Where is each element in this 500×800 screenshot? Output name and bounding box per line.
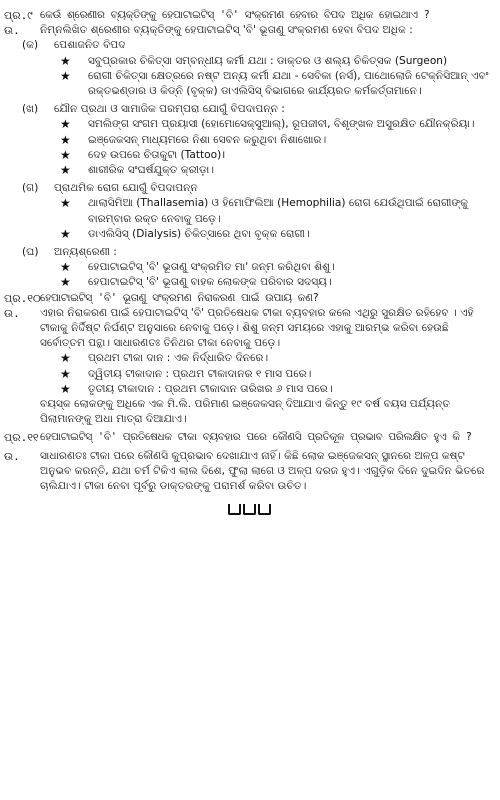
question-11 <box>4 430 494 445</box>
category-sexual-social <box>22 102 494 117</box>
answer-11-text: ସାଧାରଣତଃ ଟୀକା ପରେ କୌଣସି କୁପ୍ରଭାବ ଦେଖାଯାଏ ନାହିଁ। କିଛି ଲୋକ ଇଞ୍ଜେକସନ୍ ସ୍ଥାନରେ ଅଳ୍ପ କଷ୍ଟ ଅନୁଭବ କରନ୍ତି, ଯଥା ଚର୍ମ ଟିକିଏ ଲାଲ ଦିଶେ, ଫୁଲା ଲାଗେ ଓ ଅଳ୍ପ ଦରଜ ହୁଏ। ଏଗୁଡ଼ିକ ଦିନେ ଦୁଇଦିନ ଭିତରେ ଚାଲିଯାଏ। ଟୀକା ନେବା ପୂର୍ବରୁ ଡାକ୍ତରଙ୍କୁ ପରାମର୍ଶ କରିବା ଉଚିତ। <box>40 449 485 493</box>
category-title: ପ୍ରାଥମିକ ରୋଗ ଯୋଗୁଁ ବିପଦାପନ୍ନ <box>54 182 198 195</box>
star-bullet-icon: ★ <box>60 260 71 275</box>
list-item <box>60 54 494 69</box>
star-bullet-icon: ★ <box>60 163 71 178</box>
category-label: (କ) <box>22 39 39 52</box>
triple-square-ornament-icon <box>4 504 494 519</box>
category-title: ପେଶାଜନିତ ବିପଦ <box>54 39 126 52</box>
list-item <box>60 163 494 178</box>
list-item <box>60 367 494 382</box>
list-item-text: ଦେହ ଉପରେ ଚିତାକୁଟା (Tattoo)। <box>88 148 226 161</box>
category-label: (ଖ) <box>22 103 39 116</box>
list-item <box>60 196 494 226</box>
list-item <box>60 227 494 242</box>
category-occupational <box>22 38 494 53</box>
list-item-text: ସବୁପ୍ରକାର ଚିକିତ୍ସା ସମ୍ବନ୍ଧୀୟ କର୍ମୀ ଯଥା : ଡାକ୍ତର ଓ ଶଲ୍ୟ ଚିକିତ୍ସକ (Surgeon) <box>88 54 448 67</box>
list-item-text: ତୃତୀୟ ଟୀକାଦାନ : ପ୍ରଥମ ଟୀକାଦାନ ତାରିଖର ୬ ମାସ ପରେ। <box>88 382 333 395</box>
question-9-label: ପ୍ର.୯ <box>4 9 33 22</box>
category-label: (ଗ) <box>22 182 39 195</box>
star-bullet-icon: ★ <box>60 196 71 211</box>
list-item <box>60 260 494 275</box>
list-item-text: ଥାଲାସିମିଆ (Thallasemia) ଓ ହିମୋଫିଲିଆ (Hemophilia) ରୋଗ ଯେଉଁଥିପାଇଁ ରୋଗୀଙ୍କୁ ବାରମ୍ବାର ରକ୍ତ ନେବାକୁ ପଡ଼େ। <box>88 197 469 225</box>
list-item-text: ଡାଏଲିସିସ୍ (Dialysis) ଚିକିତ୍ସାରେ ଥିବା ବୃକ୍କ ରୋଗୀ। <box>88 227 310 240</box>
question-11-text: ହେପାଟାଇଟିସ୍ 'ବି' ପ୍ରତିଷେଧକ ଟୀକା ବ୍ୟବହାର ପରେ କୌଣସି ପ୍ରତିକୂଳ ପ୍ରଭାବ ପରିଲକ୍ଷିତ ହୁଏ କି ? <box>40 431 472 444</box>
category-primary-disease <box>22 181 494 196</box>
list-item-text: ହେପାଟାଇଟିସ୍ 'ବି' ଭୂତାଣୁ ବାହକ ଲୋକଙ୍କ ପରିବାର ସଦସ୍ୟ। <box>88 276 332 289</box>
list-item <box>60 275 494 290</box>
star-bullet-icon: ★ <box>60 226 71 241</box>
star-bullet-icon: ★ <box>60 366 71 381</box>
answer-10-intro-text: ଏହାର ନିରାକରଣ ପାଇଁ ହେପାଟାଇଟିସ୍ 'ବି' ପ୍ରତିଷେଧକ ଟୀକା ବ୍ୟବହାର କଲେ ଏଥିରୁ ସୁରକ୍ଷିତ ରହିହେବ । ଏହି ଟୀକାକୁ ନିର୍ଦ୍ଦିଷ୍ଟ ନିର୍ଘଣ୍ଟ ଅନୁସାରେ ନେବାକୁ ପଡ଼େ। ଶିଶୁ ଜନ୍ମ ସମୟରେ ଏହାକୁ ଆରମ୍ଭ କରିବା ହେଉଛି ସର୍ବୋତ୍ତମ ପନ୍ଥା। ସାଧାରଣତଃ ତିନିଥର ଟୀକା ନେବାକୁ ପଡ଼େ। <box>40 306 474 350</box>
list-item-text: ଦ୍ୱିତୀୟ ଟୀକାଦାନ : ପ୍ରଥମ ଟୀକାଦାନର ୧ ମାସ ପରେ। <box>88 367 312 380</box>
list-item-text: ରୋଗୀ ଚିକିତ୍ସା କ୍ଷେତ୍ରରେ ନଷ୍ଟ ଅନ୍ୟ କର୍ମୀ ଯଥା - ସେବିକା (ନର୍ସ), ପାଥୋଲୋଜି ଟେକ୍ନିସିଆନ୍ ଏବଂ ରକ୍ତଭଣ୍ଡାର ଓ କିଡ୍ନି (ବୃକ୍କ) ଡାଏଲିସିସ୍ ବିଭାଗରେ କାର୍ଯ୍ୟରତ କର୍ମକର୍ତ୍ତାମାନେ। <box>88 69 489 98</box>
category-label: (ଘ) <box>22 246 39 259</box>
category-title: ଅନ୍ୟଶ୍ରେଣୀ : <box>54 246 117 259</box>
answer-11-label: ଉ. <box>4 449 20 463</box>
question-9-text: କେଉଁ ଶ୍ରେଣୀର ବ୍ୟକ୍ତିଙ୍କୁ ହେପାଟାଇଟିସ୍ 'ବି' ସଂକ୍ରମଣ ହେବାର ବିପଦ ଅଧିକ ହୋଇଥାଏ ? <box>40 9 430 21</box>
list-item <box>60 133 494 148</box>
question-10-text: ହେପାଟାଇଟିସ୍ 'ବି' ଭୂତାଣୁ ସଂକ୍ରମଣ ନିରାକରଣ ପାଇଁ ଉପାୟ କଣ? <box>40 291 319 304</box>
category-title: ଯୌନ ପ୍ରଥା ଓ ସାମାଜିକ ପରମ୍ପରା ଯୋଗୁଁ ବିପଦାପନ୍ନ : <box>54 103 285 116</box>
list-item-text: ଇଞ୍ଜେକସନ୍ ମାଧ୍ୟମରେ ନିଶା ସେବନ କରୁଥିବା ନିଶାଖୋର। <box>88 133 327 146</box>
list-item <box>60 117 494 132</box>
answer-10-intro <box>4 306 494 352</box>
star-bullet-icon: ★ <box>60 132 71 147</box>
star-bullet-icon: ★ <box>60 68 71 83</box>
answer-10-outro <box>40 397 494 427</box>
star-bullet-icon: ★ <box>60 275 71 290</box>
star-bullet-icon: ★ <box>60 381 71 396</box>
answer-9-label: ଉ. <box>4 24 20 38</box>
answer-9-intro <box>4 23 494 38</box>
star-bullet-icon: ★ <box>60 53 71 68</box>
answer-10-label: ଉ. <box>4 306 20 320</box>
question-9 <box>4 8 494 23</box>
question-10-label: ପ୍ର.୧୦ <box>4 291 41 305</box>
question-10 <box>4 291 494 306</box>
category-other <box>22 245 494 260</box>
answer-9-intro-text: ନିମ୍ନଲିଖିତ ଶ୍ରେଣୀର ବ୍ୟକ୍ତିଙ୍କୁ ହେପାଟାଇଟିସ୍ 'ବି' ଭୂତାଣୁ ସଂକ୍ରମଣ ହେବା ବିପଦ ଅଧିକ : <box>40 24 413 37</box>
star-bullet-icon: ★ <box>60 147 71 162</box>
answer-10-outro-text: ବୟସ୍କ ଲୋକଙ୍କୁ ଅଧିକେ ଏକ ମି.ଲି. ପରିମାଣ ଇଞ୍ଜେକସନ୍ ଦିଆଯାଏ କିନ୍ତୁ ୧୯ ବର୍ଷ ବୟସ ପର୍ଯ୍ୟନ୍ତ ପିଲାମାନଙ୍କୁ ଅଧା ମାତ୍ରା ଦିଆଯାଏ। <box>40 398 450 426</box>
list-item-text: ଶାରୀରିକ ସଂଘର୍ଷଯୁକ୍ତ କ୍ରୀଡ଼ା। <box>88 164 215 177</box>
list-item <box>60 69 494 99</box>
list-item-text: ସମଲିଙ୍ଗ ସଂଗମ ପ୍ରୟାସୀ (ହୋମୋସେକ୍ସୁଆଲ୍), ରୂପଜୀବୀ, ବିଶୃଙ୍ଖଳ ଅସୁରକ୍ଷିତ ଯୌନକ୍ରିୟା। <box>88 118 475 131</box>
list-item-text: ପ୍ରଥମ ଟୀକା ଦାନ : ଏକ ନିର୍ଦ୍ଧାରିତ ଦିନରେ। <box>88 352 269 365</box>
star-bullet-icon: ★ <box>60 117 71 132</box>
answer-11 <box>4 449 494 495</box>
question-11-label: ପ୍ର.୧୧ <box>4 431 39 445</box>
list-item <box>60 148 494 163</box>
list-item <box>60 351 494 366</box>
list-item-text: ହେପାଟାଇଟିସ୍ 'ବି' ଭୂତାଣୁ ସଂକ୍ରମିତ ମା' ଜନ୍ମ କରିଥିବା ଶିଶୁ। <box>88 261 335 274</box>
star-bullet-icon: ★ <box>60 351 71 366</box>
list-item <box>60 382 494 397</box>
